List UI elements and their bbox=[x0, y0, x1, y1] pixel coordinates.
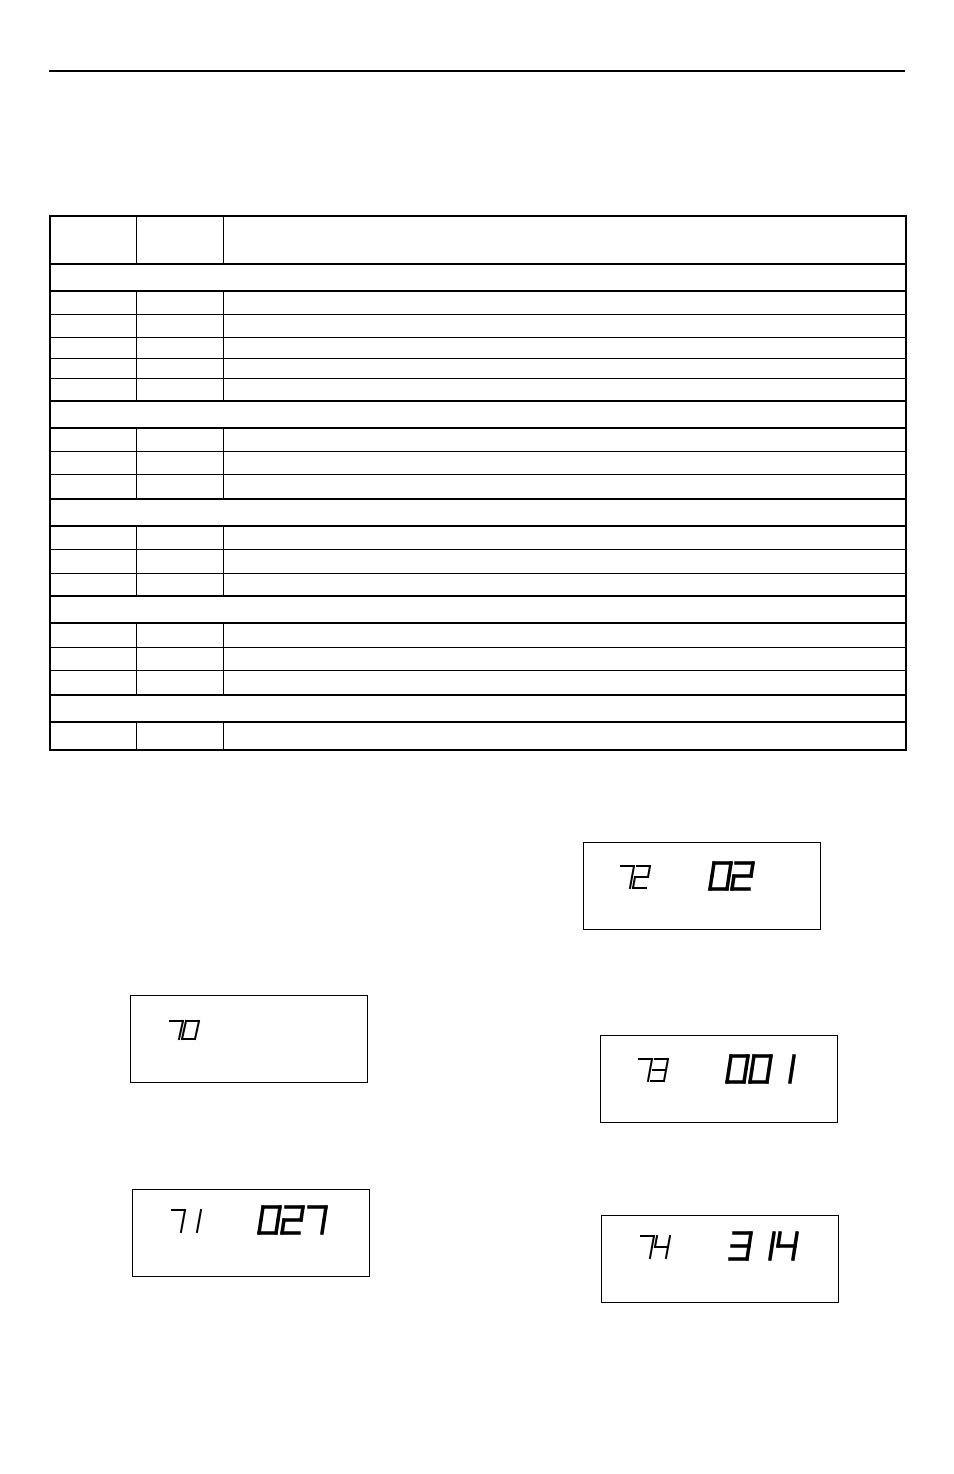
table-cell bbox=[137, 647, 224, 670]
table-cell bbox=[224, 671, 907, 695]
lcd-code-digit bbox=[621, 866, 634, 888]
settings-table bbox=[49, 215, 907, 751]
table-cell bbox=[137, 671, 224, 695]
table-cell bbox=[50, 526, 137, 549]
lcd-value-digit bbox=[770, 1233, 774, 1259]
table-section-row bbox=[50, 695, 906, 722]
table-cell bbox=[224, 314, 907, 337]
table-row bbox=[50, 549, 906, 573]
table-cell bbox=[224, 379, 907, 401]
lcd-value-digit bbox=[309, 1207, 326, 1233]
table-cell bbox=[50, 452, 137, 475]
lcd-value-digit bbox=[790, 1056, 794, 1082]
lcd-value-digit bbox=[732, 863, 753, 889]
lcd-code-digit bbox=[639, 1059, 652, 1081]
table-header-cell bbox=[137, 216, 224, 264]
lcd-value-digit bbox=[282, 1207, 303, 1233]
table-cell bbox=[137, 452, 224, 475]
section-cell bbox=[50, 499, 906, 526]
table-cell bbox=[137, 475, 224, 499]
table-row bbox=[50, 359, 906, 379]
table-cell bbox=[50, 337, 137, 358]
table-cell bbox=[137, 291, 224, 314]
section-cell bbox=[50, 401, 906, 428]
table-row bbox=[50, 573, 906, 596]
table-cell bbox=[137, 359, 224, 379]
lcd-value-digit bbox=[750, 1056, 771, 1082]
lcd-display-70 bbox=[130, 995, 368, 1083]
lcd-value-digit bbox=[710, 863, 731, 889]
lcd-code-digit bbox=[172, 1210, 185, 1232]
table-cell bbox=[50, 722, 137, 750]
table-row bbox=[50, 428, 906, 452]
table-cell bbox=[50, 549, 137, 573]
table-cell bbox=[50, 671, 137, 695]
lcd-readout bbox=[602, 1216, 838, 1302]
table-cell bbox=[224, 337, 907, 358]
table-header-cell bbox=[224, 216, 907, 264]
table-row bbox=[50, 526, 906, 549]
lcd-code-digit bbox=[170, 1021, 183, 1039]
section-cell bbox=[50, 596, 906, 623]
section-cell bbox=[50, 695, 906, 722]
lcd-display-74 bbox=[601, 1215, 839, 1303]
table-row bbox=[50, 379, 906, 401]
lcd-readout bbox=[584, 843, 820, 929]
table-cell bbox=[137, 428, 224, 452]
lcd-value-digit bbox=[730, 1233, 751, 1259]
table-cell bbox=[224, 428, 907, 452]
table-cell bbox=[50, 475, 137, 499]
lcd-code-digit bbox=[655, 1236, 670, 1258]
table-cell bbox=[137, 337, 224, 358]
table-cell bbox=[224, 623, 907, 647]
table-header-row bbox=[50, 216, 906, 264]
table-cell bbox=[224, 291, 907, 314]
table-cell bbox=[137, 549, 224, 573]
table-row bbox=[50, 671, 906, 695]
table-section-row bbox=[50, 264, 906, 291]
table-cell bbox=[137, 379, 224, 401]
lcd-code-digit bbox=[641, 1236, 654, 1258]
lcd-code-digit bbox=[182, 1021, 199, 1039]
table-section-row bbox=[50, 499, 906, 526]
lcd-code-digit bbox=[633, 866, 650, 888]
lcd-code-digit bbox=[651, 1059, 668, 1081]
table-cell bbox=[137, 526, 224, 549]
lcd-readout bbox=[601, 1036, 837, 1122]
table-row bbox=[50, 623, 906, 647]
table-cell bbox=[50, 291, 137, 314]
table-cell bbox=[224, 722, 907, 750]
lcd-value-digit bbox=[727, 1056, 748, 1082]
table-section-row bbox=[50, 596, 906, 623]
table-cell bbox=[224, 526, 907, 549]
table-cell bbox=[137, 623, 224, 647]
lcd-value-digit bbox=[259, 1207, 280, 1233]
table-cell bbox=[224, 452, 907, 475]
lcd-readout bbox=[133, 1190, 369, 1276]
table-row bbox=[50, 452, 906, 475]
lcd-display-71 bbox=[132, 1189, 370, 1277]
table-cell bbox=[224, 475, 907, 499]
lcd-code-digit bbox=[197, 1210, 201, 1232]
lcd-value-digit bbox=[778, 1233, 797, 1259]
table-cell bbox=[50, 573, 137, 596]
section-cell bbox=[50, 264, 906, 291]
table-row bbox=[50, 291, 906, 314]
table-cell bbox=[137, 573, 224, 596]
table-cell bbox=[50, 359, 137, 379]
table-cell bbox=[50, 647, 137, 670]
table-section-row bbox=[50, 401, 906, 428]
table-cell bbox=[224, 647, 907, 670]
table-row bbox=[50, 337, 906, 358]
table-row bbox=[50, 314, 906, 337]
table-cell bbox=[137, 722, 224, 750]
table-row bbox=[50, 475, 906, 499]
table-cell bbox=[50, 428, 137, 452]
table-cell bbox=[224, 573, 907, 596]
table-cell bbox=[50, 623, 137, 647]
lcd-readout bbox=[131, 996, 367, 1082]
table-cell bbox=[224, 359, 907, 379]
table-cell bbox=[50, 314, 137, 337]
lcd-display-73 bbox=[600, 1035, 838, 1123]
table-row bbox=[50, 722, 906, 750]
table-cell bbox=[137, 314, 224, 337]
table-cell bbox=[224, 549, 907, 573]
table-cell bbox=[50, 379, 137, 401]
lcd-display-72 bbox=[583, 842, 821, 930]
table-row bbox=[50, 647, 906, 670]
table-header-cell bbox=[50, 216, 137, 264]
top-rule bbox=[49, 70, 905, 72]
